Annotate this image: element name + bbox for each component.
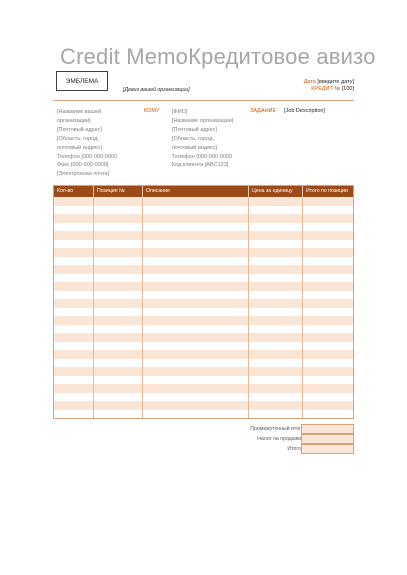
cell-unit-price[interactable]: [249, 359, 303, 368]
cell-qty[interactable]: [54, 384, 94, 393]
cell-item[interactable]: [94, 325, 143, 334]
subtotal-value[interactable]: [301, 424, 354, 434]
cell-description[interactable]: [143, 393, 249, 402]
cell-qty[interactable]: [54, 282, 94, 291]
cell-unit-price[interactable]: [249, 308, 303, 317]
column-header-item: Позиция №: [94, 186, 143, 197]
cell-item[interactable]: [94, 333, 143, 342]
cell-unit-price[interactable]: [249, 231, 303, 240]
column-header-description: Описание: [143, 186, 249, 197]
table-row: [54, 342, 353, 351]
cell-item[interactable]: [94, 350, 143, 359]
logo-placeholder[interactable]: [56, 71, 108, 91]
cell-unit-price[interactable]: [249, 401, 303, 410]
cell-description[interactable]: [143, 350, 249, 359]
cell-description[interactable]: [143, 316, 249, 325]
cell-item[interactable]: [94, 401, 143, 410]
cell-item[interactable]: [94, 257, 143, 266]
table-row: [54, 299, 353, 308]
cell-line-total[interactable]: [303, 282, 353, 291]
table-row: [54, 282, 353, 291]
memo-number-label: КРЕДИТ №: [311, 86, 341, 92]
table-row: [54, 206, 353, 215]
column-header-unit-price: Цена за единицу: [249, 186, 303, 197]
cell-item[interactable]: [94, 410, 143, 419]
cell-description[interactable]: [143, 291, 249, 300]
cell-unit-price[interactable]: [249, 197, 303, 206]
cell-line-total[interactable]: [303, 214, 353, 223]
cell-line-total[interactable]: [303, 265, 353, 274]
cell-description[interactable]: [143, 401, 249, 410]
cell-qty[interactable]: [54, 359, 94, 368]
cell-item[interactable]: [94, 299, 143, 308]
cell-line-total[interactable]: [303, 223, 353, 232]
recipient-line: [Область, город,: [172, 135, 214, 142]
cell-description[interactable]: [143, 367, 249, 376]
cell-description[interactable]: [143, 376, 249, 385]
cell-item[interactable]: [94, 206, 143, 215]
cell-item[interactable]: [94, 367, 143, 376]
sender-line: организации]: [57, 117, 91, 124]
date-value[interactable]: [введите дату]: [317, 79, 354, 85]
cell-qty[interactable]: [54, 342, 94, 351]
cell-line-total[interactable]: [303, 359, 353, 368]
header-divider: [53, 100, 354, 101]
table-row: [54, 410, 353, 419]
cell-description[interactable]: [143, 342, 249, 351]
table-row: [54, 231, 353, 240]
table-row: [54, 197, 353, 206]
cell-qty[interactable]: [54, 401, 94, 410]
cell-item[interactable]: [94, 376, 143, 385]
sender-line: [Область, город,: [57, 135, 99, 142]
memo-number-value[interactable]: [100]: [341, 86, 354, 92]
cell-line-total[interactable]: [303, 401, 353, 410]
cell-unit-price[interactable]: [249, 223, 303, 232]
cell-qty[interactable]: [54, 308, 94, 317]
cell-unit-price[interactable]: [249, 367, 303, 376]
cell-line-total[interactable]: [303, 384, 353, 393]
cell-qty[interactable]: [54, 231, 94, 240]
table-row: [54, 367, 353, 376]
table-row: [54, 240, 353, 249]
cell-qty[interactable]: [54, 248, 94, 257]
cell-unit-price[interactable]: [249, 257, 303, 266]
cell-unit-price[interactable]: [249, 333, 303, 342]
table-row: [54, 291, 353, 300]
cell-unit-price[interactable]: [249, 265, 303, 274]
cell-item[interactable]: [94, 393, 143, 402]
cell-qty[interactable]: [54, 274, 94, 283]
sender-line: [Почтовый адрес]: [57, 126, 102, 133]
sender-line: [Электронная почта]: [57, 171, 110, 178]
cell-unit-price[interactable]: [249, 410, 303, 419]
recipient-line: [Почтовый адрес]: [172, 126, 217, 133]
cell-qty[interactable]: [54, 367, 94, 376]
recipient-address[interactable]: [172, 108, 252, 170]
items-table: [53, 185, 354, 419]
cell-line-total[interactable]: [303, 376, 353, 385]
cell-item[interactable]: [94, 359, 143, 368]
cell-item[interactable]: [94, 223, 143, 232]
table-row: [54, 316, 353, 325]
table-row: [54, 376, 353, 385]
cell-line-total[interactable]: [303, 240, 353, 249]
cell-item[interactable]: [94, 274, 143, 283]
table-header: [54, 186, 353, 197]
table-row: [54, 274, 353, 283]
cell-description[interactable]: [143, 257, 249, 266]
recipient-line: почтовый индекс]: [172, 144, 217, 151]
cell-qty[interactable]: [54, 393, 94, 402]
table-row: [54, 393, 353, 402]
cell-unit-price[interactable]: [249, 214, 303, 223]
cell-qty[interactable]: [54, 291, 94, 300]
cell-description[interactable]: [143, 214, 249, 223]
cell-unit-price[interactable]: [249, 325, 303, 334]
cell-qty[interactable]: [54, 197, 94, 206]
cell-unit-price[interactable]: [249, 274, 303, 283]
cell-line-total[interactable]: [303, 325, 353, 334]
cell-line-total[interactable]: [303, 316, 353, 325]
table-row: [54, 265, 353, 274]
table-row: [54, 333, 353, 342]
cell-line-total[interactable]: [303, 393, 353, 402]
cell-unit-price[interactable]: [249, 316, 303, 325]
cell-description[interactable]: [143, 274, 249, 283]
sender-line: почтовый индекс]: [57, 144, 102, 151]
subtotal-label: Промежуточный итог: [250, 426, 301, 432]
cell-line-total[interactable]: [303, 308, 353, 317]
cell-line-total[interactable]: [303, 333, 353, 342]
cell-description[interactable]: [143, 308, 249, 317]
cell-line-total[interactable]: [303, 197, 353, 206]
table-row: [54, 308, 353, 317]
cell-description[interactable]: [143, 248, 249, 257]
tax-label: Налог на продажи: [257, 436, 301, 442]
cell-qty[interactable]: [54, 376, 94, 385]
table-row: [54, 325, 353, 334]
cell-description[interactable]: [143, 197, 249, 206]
sender-line: Факс [000-000-0000]: [57, 162, 109, 169]
column-header-line-total: Итого по позиции: [306, 188, 348, 194]
tax-value[interactable]: [301, 434, 354, 444]
cell-line-total[interactable]: [303, 206, 353, 215]
cell-item[interactable]: [94, 240, 143, 249]
cell-item[interactable]: [94, 231, 143, 240]
table-row: [54, 214, 353, 223]
cell-unit-price[interactable]: [249, 206, 303, 215]
table-body: [54, 197, 353, 418]
to-heading: КОМУ: [144, 108, 160, 114]
cell-qty[interactable]: [54, 240, 94, 249]
recipient-line: [Название организации]: [172, 117, 234, 124]
cell-item[interactable]: [94, 316, 143, 325]
recipient-line: [ФИО]: [172, 109, 188, 115]
company-slogan[interactable]: [Девиз вашей организации]: [123, 87, 190, 93]
sender-address[interactable]: [57, 108, 127, 179]
cell-description[interactable]: [143, 359, 249, 368]
cell-description[interactable]: [143, 299, 249, 308]
table-row: [54, 257, 353, 266]
cell-item[interactable]: [94, 342, 143, 351]
cell-unit-price[interactable]: [249, 282, 303, 291]
cell-item[interactable]: [94, 308, 143, 317]
table-row: [54, 350, 353, 359]
cell-item[interactable]: [94, 291, 143, 300]
cell-line-total[interactable]: [303, 231, 353, 240]
cell-unit-price[interactable]: [249, 291, 303, 300]
cell-qty[interactable]: [54, 350, 94, 359]
cell-line-total[interactable]: [303, 274, 353, 283]
cell-line-total[interactable]: [303, 248, 353, 257]
cell-description[interactable]: [143, 325, 249, 334]
cell-line-total[interactable]: [303, 299, 353, 308]
cell-unit-price[interactable]: [249, 350, 303, 359]
cell-description[interactable]: [143, 223, 249, 232]
cell-line-total[interactable]: [303, 342, 353, 351]
cell-qty[interactable]: [54, 223, 94, 232]
cell-qty[interactable]: [54, 333, 94, 342]
date-line: [304, 79, 354, 85]
cell-qty[interactable]: [54, 265, 94, 274]
cell-description[interactable]: [143, 240, 249, 249]
cell-line-total[interactable]: [303, 410, 353, 419]
cell-line-total[interactable]: [303, 350, 353, 359]
cell-line-total[interactable]: [303, 367, 353, 376]
job-description[interactable]: [Job Description]: [284, 108, 325, 114]
total-label: Итого: [287, 446, 301, 452]
cell-qty[interactable]: [54, 325, 94, 334]
cell-description[interactable]: [143, 265, 249, 274]
document-title: Credit MemoКредитовое авизо: [60, 44, 376, 69]
cell-qty[interactable]: [54, 257, 94, 266]
cell-item[interactable]: [94, 214, 143, 223]
table-row: [54, 248, 353, 257]
memo-number-line: [311, 86, 354, 92]
table-row: [54, 223, 353, 232]
cell-description[interactable]: [143, 282, 249, 291]
cell-description[interactable]: [143, 384, 249, 393]
date-label: Дата: [303, 79, 316, 85]
job-heading: ЗАДАНИЕ: [250, 108, 277, 114]
column-header-qty: Кол-во: [54, 186, 94, 197]
cell-qty[interactable]: [54, 214, 94, 223]
recipient-line: Код клиента [ABC123]: [172, 162, 229, 169]
cell-description[interactable]: [143, 333, 249, 342]
cell-unit-price[interactable]: [249, 393, 303, 402]
cell-item[interactable]: [94, 384, 143, 393]
cell-line-total[interactable]: [303, 291, 353, 300]
table-row: [54, 384, 353, 393]
cell-line-total[interactable]: [303, 257, 353, 266]
total-value[interactable]: [301, 444, 354, 454]
cell-unit-price[interactable]: [249, 384, 303, 393]
cell-item[interactable]: [94, 197, 143, 206]
cell-unit-price[interactable]: [249, 376, 303, 385]
table-row: [54, 359, 353, 368]
cell-qty[interactable]: [54, 299, 94, 308]
cell-item[interactable]: [94, 265, 143, 274]
cell-qty[interactable]: [54, 410, 94, 419]
cell-unit-price[interactable]: [249, 299, 303, 308]
sender-line: Телефон [000-000-0000: [57, 153, 118, 160]
cell-description[interactable]: [143, 410, 249, 419]
cell-unit-price[interactable]: [249, 342, 303, 351]
table-row: [54, 401, 353, 410]
recipient-line: Телефон [000-000-0000: [172, 153, 233, 160]
cell-description[interactable]: [143, 231, 249, 240]
cell-item[interactable]: [94, 248, 143, 257]
cell-qty[interactable]: [54, 206, 94, 215]
cell-unit-price[interactable]: [249, 240, 303, 249]
cell-unit-price[interactable]: [249, 248, 303, 257]
cell-item[interactable]: [94, 282, 143, 291]
cell-description[interactable]: [143, 206, 249, 215]
sender-line: [Название вашей: [57, 109, 102, 115]
cell-qty[interactable]: [54, 316, 94, 325]
logo-label: ЭМБЛЕМА: [65, 77, 99, 85]
